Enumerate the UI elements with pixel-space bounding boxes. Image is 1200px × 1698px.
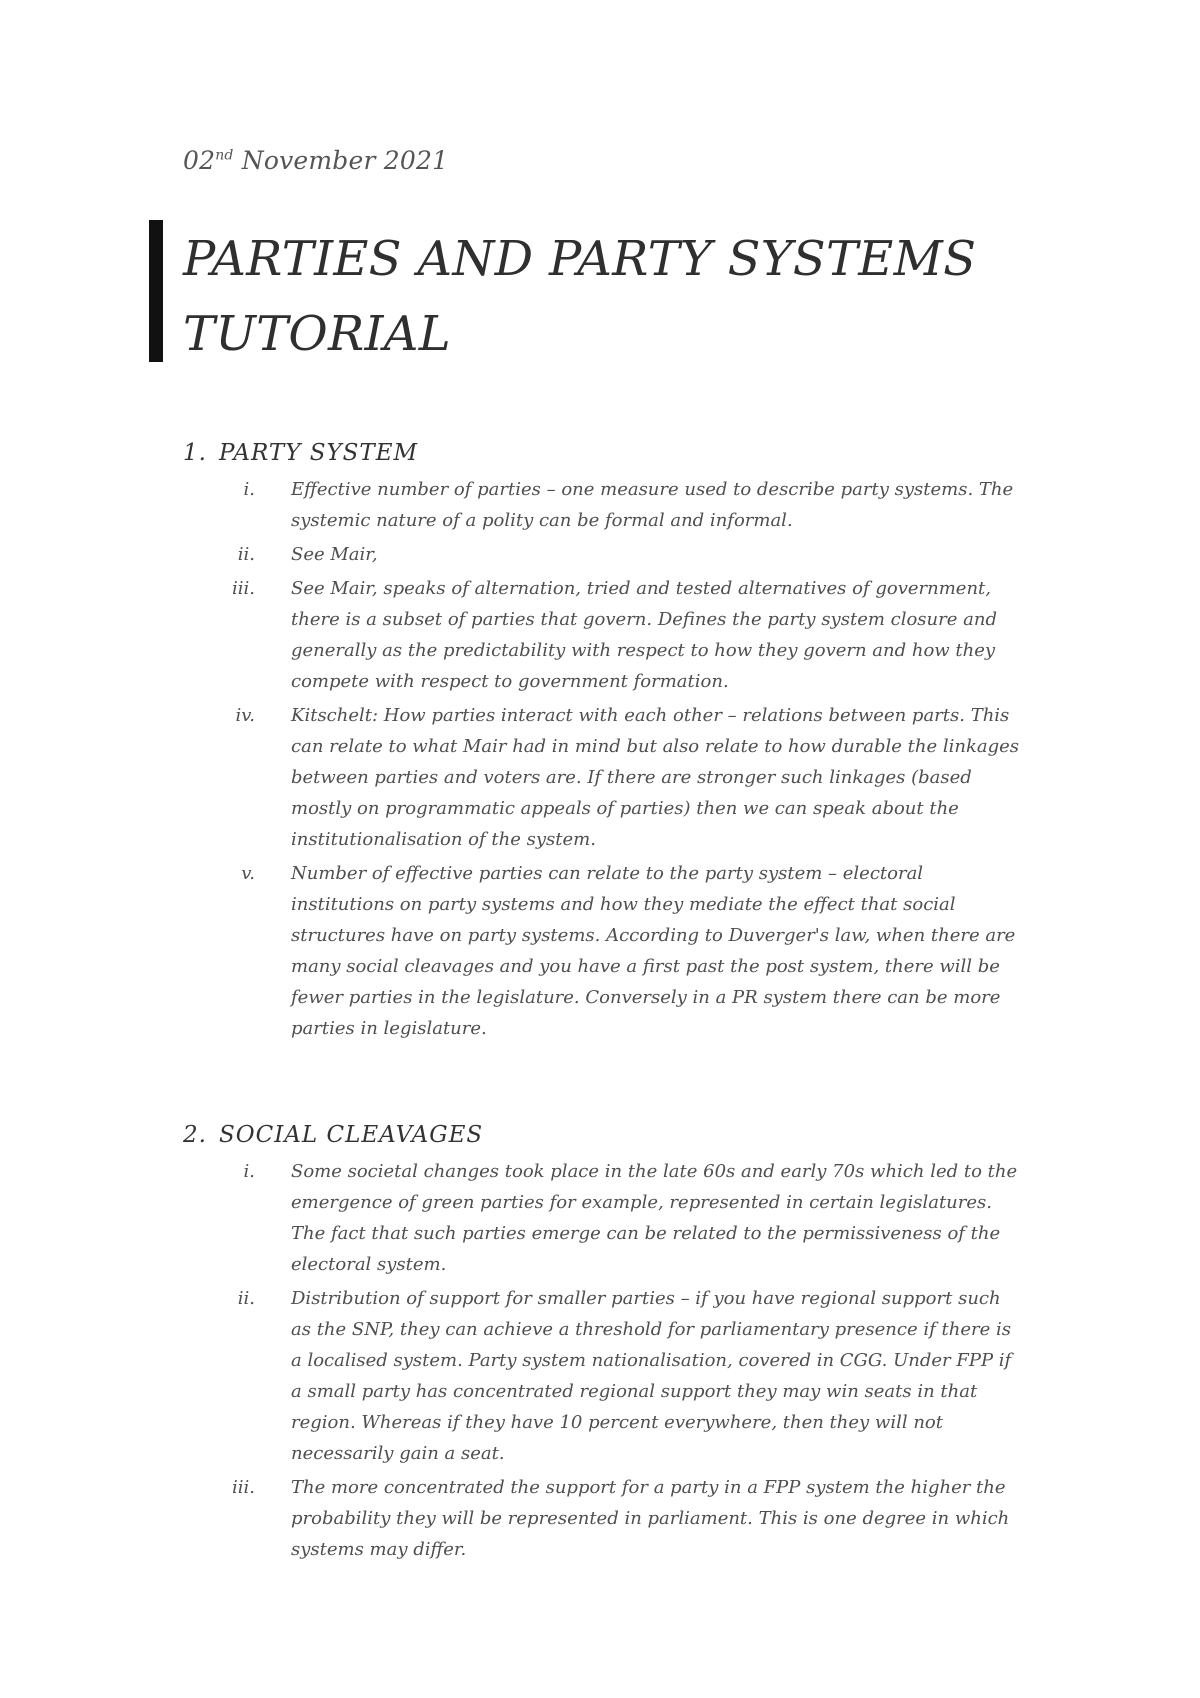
item-text: Some societal changes took place in the late 60s and early 70s which led to the emergence of green parties for example, represented in certain legislatures. The fact that such parties emerge can be related to the permissiveness of the electoral system. (291, 1161, 1018, 1275)
item-numeral: i. (243, 1161, 255, 1182)
document-date (183, 146, 448, 175)
item-numeral: iii. (232, 578, 255, 599)
date-day: 02 (183, 146, 216, 175)
item-text: Kitschelt: How parties interact with each other – relations between parts. This can relate to what Mair had in mind but also relate to how durable the linkages between parties and voters are. If there are stronger such linkages (based mostly on programmatic appeals of parties) then we can speak about the institutionalisation of the system. (291, 705, 1020, 850)
item-text: See Mair, speaks of alternation, tried and tested alternatives of government, there is a subset of parties that govern. Defines the party system closure and generally as the predictability with respect to how they govern and how they compete with respect to government formation. (291, 578, 997, 692)
item-numeral: v. (241, 863, 255, 884)
section-heading (183, 438, 1043, 474)
section-title: PARTY SYSTEM (219, 440, 419, 466)
list-item (183, 700, 1026, 855)
list-item (183, 1283, 1026, 1469)
title-accent-bar (149, 220, 163, 362)
list-item (183, 858, 1026, 1044)
item-text: Effective number of parties – one measure used to describe party systems. The systemic nature of a polity can be formal and informal. (291, 479, 1014, 531)
section-item-list (183, 1156, 1043, 1565)
item-numeral: iv. (235, 705, 255, 726)
item-numeral: iii. (232, 1477, 255, 1498)
date-suffix: nd (215, 147, 234, 164)
item-numeral: ii. (237, 544, 255, 565)
list-item (183, 1156, 1026, 1280)
item-text: See Mair, (291, 544, 378, 565)
list-item (183, 474, 1026, 536)
list-item (183, 539, 1026, 570)
item-text: Distribution of support for smaller parties – if you have regional support such as the SNP, they can achieve a threshold for parliamentary presence if there is a localised system. Party system nationalisation, covered in CGG. Under FPP if a small party has concentrated regional support they may win seats in that region. Whereas if they have 10 percent everywhere, then they will not necessarily gain a seat. (291, 1288, 1012, 1464)
list-item (183, 1472, 1026, 1565)
section-number: 1. (183, 440, 207, 466)
section-number: 2. (183, 1122, 207, 1148)
section-heading (183, 1120, 1043, 1156)
item-numeral: i. (243, 479, 255, 500)
section-item-list (183, 474, 1043, 1044)
document-title: PARTIES AND PARTY SYSTEMS TUTORIAL (183, 231, 977, 362)
section-social-cleavages (183, 1120, 1043, 1568)
list-item (183, 573, 1026, 697)
item-numeral: ii. (237, 1288, 255, 1309)
item-text: The more concentrated the support for a party in a FPP system the higher the probability they will be represented in parliament. This is one degree in which systems may differ. (291, 1477, 1010, 1560)
section-title: SOCIAL CLEAVAGES (219, 1122, 484, 1148)
item-text: Number of effective parties can relate to the party system – electoral institutions on party systems and how they mediate the effect that social structures have on party systems. According to Duverger's law, when there are many social cleavages and you have a first past the post system, there will be fewer parties in the legislature. Conversely in a PR system there can be more parties in legislature. (291, 863, 1016, 1039)
section-party-system (183, 438, 1043, 1047)
date-month-year: November 2021 (233, 146, 449, 175)
